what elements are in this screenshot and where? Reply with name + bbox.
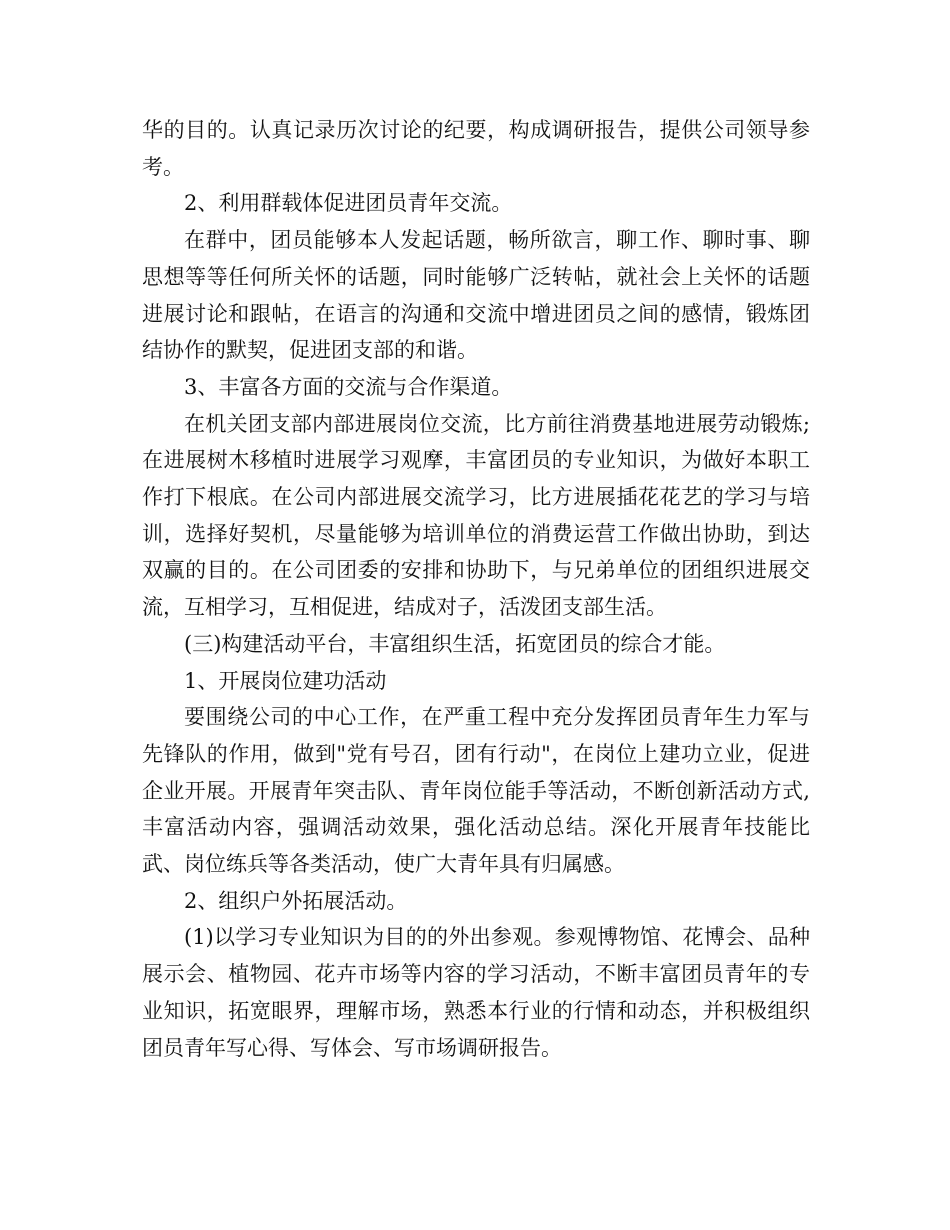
- paragraph: 在机关团支部内部进展岗位交流，比方前往消费基地进展劳动锻炼;在进展树木移植时进展学习观摩，丰富团员的专业知识，为做好本职工作打下根底。在公司内部进展交流学习，比方进展插花花艺的学习与培训，选择好契机，尽量能够为培训单位的消费运营工作做出协助，到达双赢的目的。在公司团委的安排和协助下，与兄弟单位的团组织进展交流，互相学习，互相促进，结成对子，活泼团支部生活。: [142, 411, 810, 620]
- section-heading: 2、组织户外拓展活动。: [184, 888, 408, 913]
- document-body: [142, 112, 810, 1066]
- section-heading: (三)构建活动平台，丰富组织生活，拓宽团员的综合才能。: [184, 631, 726, 656]
- section-heading: 2、利用群载体促进团员青年交流。: [184, 191, 513, 216]
- section-heading: 1、开展岗位建功活动: [184, 668, 387, 693]
- paragraph: (1)以学习专业知识为目的的外出参观。参观博物馆、花博会、品种展示会、植物园、花卉市场等内容的学习活动，不断丰富团员青年的专业知识，拓宽眼界，理解市场，熟悉本行业的行情和动态，并积极组织团员青年写心得、写体会、写市场调研报告。: [142, 925, 810, 1060]
- paragraph: 在群中，团员能够本人发起话题，畅所欲言，聊工作、聊时事、聊思想等等任何所关怀的话题，同时能够广泛转帖，就社会上关怀的话题进展讨论和跟帖，在语言的沟通和交流中增进团员之间的感情，锻炼团结协作的默契，促进团支部的和谐。: [142, 228, 810, 363]
- section-heading: 3、丰富各方面的交流与合作渠道。: [184, 374, 513, 399]
- paragraph: 华的目的。认真记录历次讨论的纪要，构成调研报告，提供公司领导参考。: [142, 118, 810, 179]
- paragraph: 要围绕公司的中心工作，在严重工程中充分发挥团员青年生力军与先锋队的作用，做到"党有号召，团有行动"，在岗位上建功立业，促进企业开展。开展青年突击队、青年岗位能手等活动，不断创新活动方式,丰富活动内容，强调活动效果，强化活动总结。深化开展青年技能比武、岗位练兵等各类活动，使广大青年具有归属感。: [142, 705, 810, 877]
